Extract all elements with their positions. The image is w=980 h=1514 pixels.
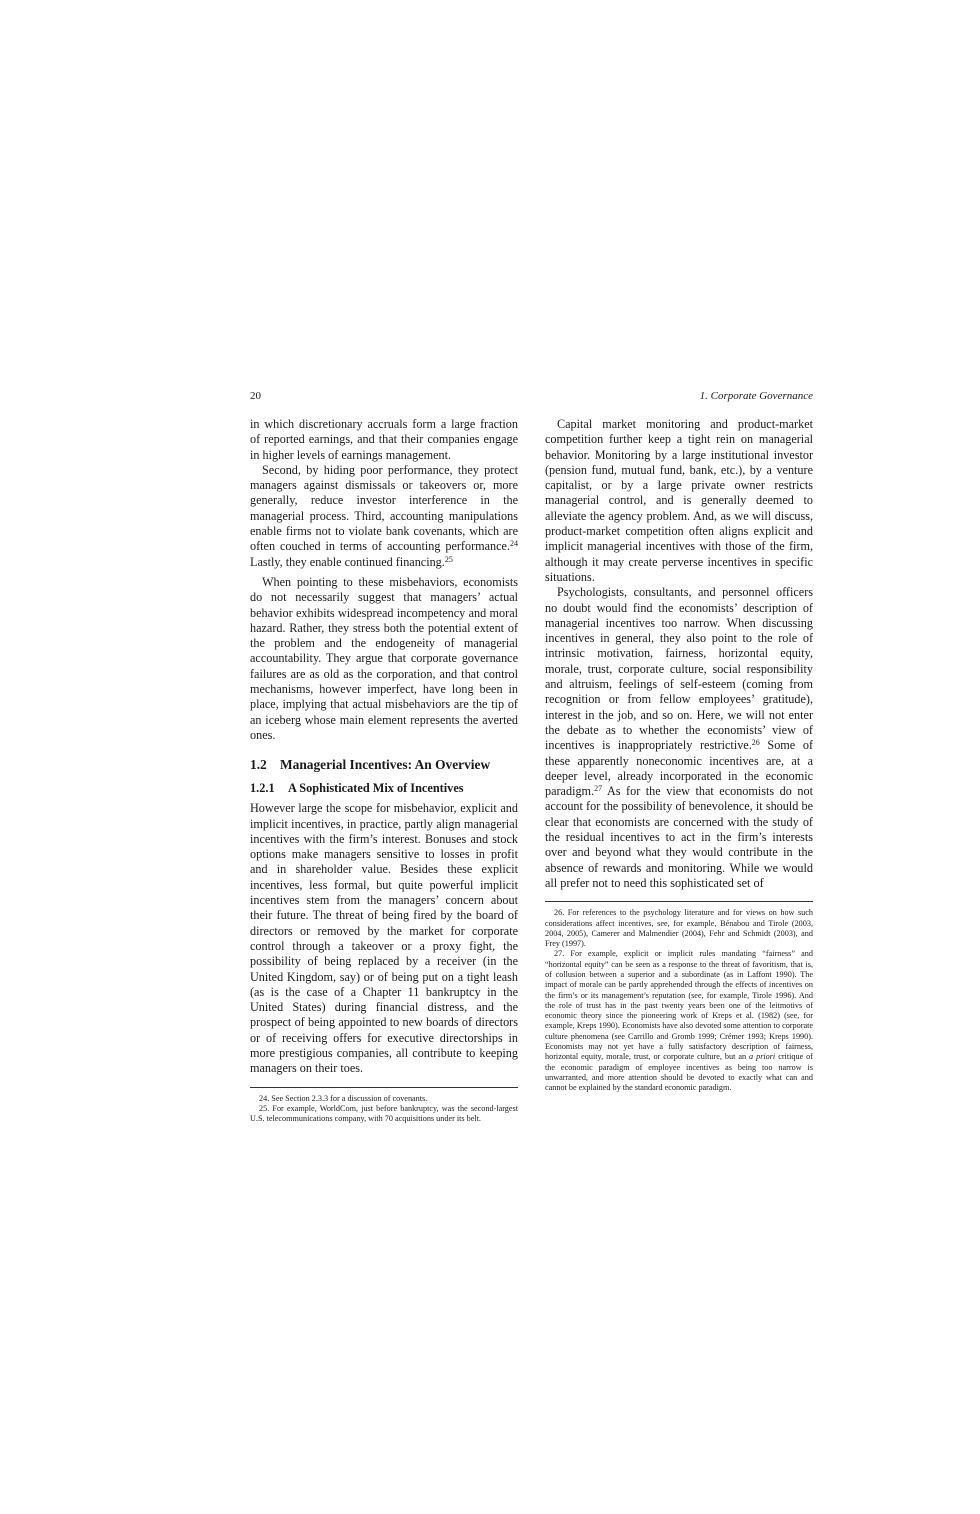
paragraph: When pointing to these misbehaviors, economists do not necessarily suggest that managers’ actual behavior exhibits widespread incompetency and moral hazard. Rather, they stress both the potential extent of the problem and the endogeneity of managerial accountability. They argue that corporate governance failures are as old as the corporation, and that control mechanisms, however imperfect, have long been in place, implying that actual misbehaviors are the tip of an iceberg whose main element represents the averted ones. xyxy=(250,574,518,742)
footnote-26: 26. For references to the psychology literature and for views on how such considerations affect incentives, see, for example, Bénabou and Tirole (2003, 2004, 2005), Camerer and Malmendier (2004), Fehr and Schmidt (2003), and Frey (1997). xyxy=(545,908,813,949)
footnote-ref-25[interactable]: 25 xyxy=(444,554,453,564)
paragraph: However large the scope for misbehavior, explicit and implicit incentives, in practice, partly align managerial incentives with the firm’s interest. Bonuses and stock options make managers sensitive to losses in profit and in shareholder value. Besides these explicit incentives, less formal, but quite powerful implicit incentives stem from the managers’ concern about their future. The threat of being fired by the board of directors or removed by the market for corporate control through a takeover or a proxy fight, the possibility of being replaced by a receiver (in the United Kingdom, say) or of being put on a tight leash (as is the case of a Chapter 11 bankruptcy in the United States) during financial distress, and the prospect of being appointed to new boards of directors or of receiving offers for executive directorships in more prestigious companies, all contribute to keeping managers on their toes. xyxy=(250,801,518,1076)
footnote-24: 24. See Section 2.3.3 for a discussion of covenants. xyxy=(259,1093,428,1103)
footnote-27: 27. For example, explicit or implicit rules mandating “fairness” and “horizontal equity” can be seen as a response to the threat of favoritism, that is, of collusion between a superior and a subordinate (as in Laffont 1990). The impact of morale can be partly apprehended through the effects of incentives on the firm’s or its management’s reputation (see, for example, Tirole 1996). And the role of trust has in the past twenty years been one of the leitmotivs of economic theory since the pioneering work of Kreps et al. (1982) (see, for example, Kreps 1990). Economists have also devoted some attention to corporate culture phenomena (see Carrillo and Gromb 1999; Crémer 1993; Kreps 1990). Economists may not yet have a fully satisfactory description of fairness, horizontal equity, morale, trust, or corporate culture, but an a priori critique of the economic paradigm of employee incentives as being too narrow is unwarranted, and more attention should be devoted to exactly what can and cannot be explained by the standard economic paradigm. xyxy=(545,949,813,1093)
footnote-rule xyxy=(545,901,813,902)
paragraph: Psychologists, consultants, and personnel officers no doubt would find the economists’ description of managerial incentives too narrow. When discussing incentives in general, they also point to the role of intrinsic motivation, fairness, horizontal equity, morale, trust, corporate culture, social responsibility and altruism, feelings of self-esteem (coming from recognition or from fellow employees’ gratitude), interest in the job, and so on. Here, we will not enter the debate as to whether the economists’ view of incentives is inappropriately restrictive.$^{26}$ Some of these apparently noneconomic incentives are, at a deeper level, already incorporated in the economic paradigm.$^{27}$ As for the view that economists do not account for the possibility of benevolence, it should be clear that economists are concerned with the study of the residual incentives to act in the firm’s interests over and beyond what they would contribute in the absence of rewards and monitoring. While we would all prefer not to need this sophisticated set of xyxy=(545,585,814,890)
footnote-25: 25. For example, WorldCom, just before bankruptcy, was the second-largest U.S. telecommunications company, with 70 acquisitions under its belt. xyxy=(250,1103,518,1124)
paragraph: Capital market monitoring and product-market competition further keep a tight rein on managerial behavior. Monitoring by a large institutional investor (pension fund, mutual fund, bank, etc.), by a venture capitalist, or by a large private owner restricts managerial control, and is generally deemed to alleviate the agency problem. And, as we will discuss, product-market competition often aligns explicit and implicit managerial incentives with those of the firm, although it may create perverse incentives in specific situations. xyxy=(545,417,813,584)
left-column xyxy=(250,417,518,1124)
right-column xyxy=(545,417,813,1094)
footnote-ref-27[interactable]: 27 xyxy=(594,784,603,794)
section-number: 1.2 xyxy=(250,757,267,773)
subsection-title: A Sophisticated Mix of Incentives xyxy=(288,781,464,796)
section-title: Managerial Incentives: An Overview xyxy=(280,757,491,773)
subsection-heading xyxy=(250,780,518,797)
section-heading xyxy=(250,756,518,774)
page-number: 20 xyxy=(250,390,261,402)
footnote-ref-24[interactable]: 24 xyxy=(510,539,518,549)
running-header xyxy=(250,388,813,404)
footnote-ref-26[interactable]: 26 xyxy=(751,738,760,748)
footnote-rule xyxy=(250,1087,518,1088)
subsection-number: 1.2.1 xyxy=(250,781,275,796)
running-title: 1. Corporate Governance xyxy=(699,390,813,402)
paragraph: in which discretionary accruals form a large fraction of reported earnings, and that their companies engage in higher levels of earnings management. xyxy=(250,417,518,462)
paragraph: Second, by hiding poor performance, they protect managers against dismissals or takeovers or, more generally, reduce investor interference in the managerial process. Third, accounting manipulations enable firms not to violate bank covenants, which are often couched in terms of accounting performance.$^{24}$ Lastly, they enable continued financing.$^{25}$ xyxy=(250,462,518,569)
